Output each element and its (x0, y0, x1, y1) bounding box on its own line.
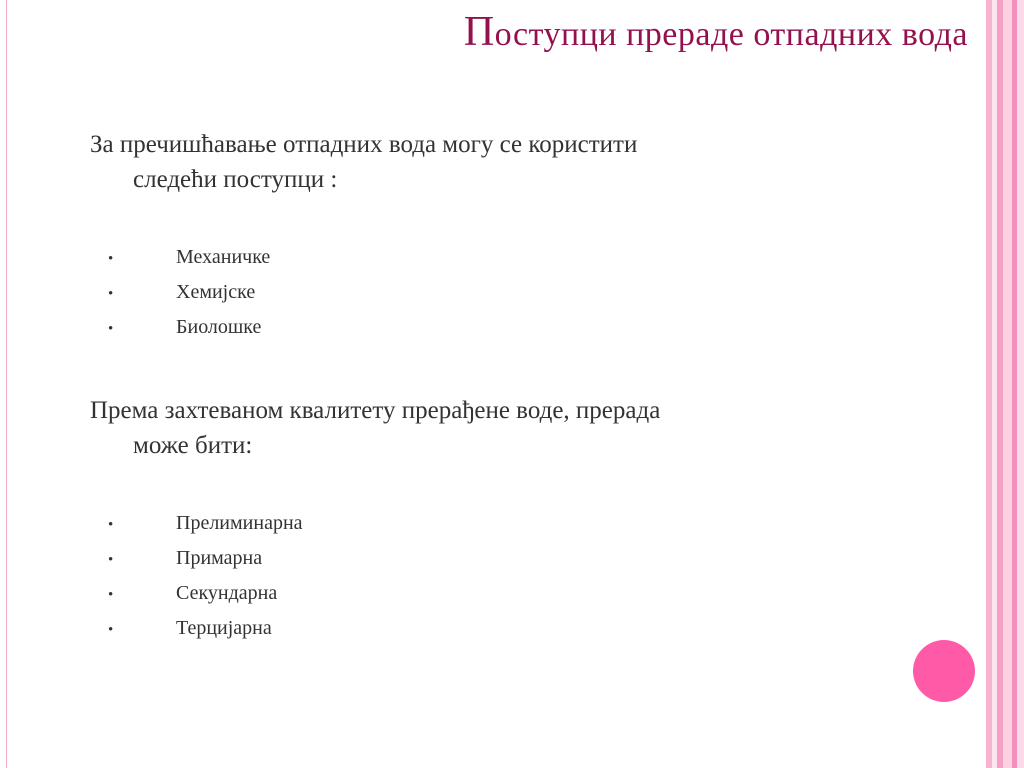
treatment-levels-list (108, 506, 303, 646)
pink-circle-decoration (913, 640, 975, 702)
bullet-icon: • (108, 622, 114, 638)
list-item-label: Механичке (176, 246, 271, 268)
quality-line-1: Према захтеваном квалитету прерађене воде, прерада (90, 397, 661, 424)
list-item-label: Секундарна (176, 582, 278, 604)
list-item (108, 240, 270, 275)
title-first-letter: П (463, 9, 495, 55)
list-item-label: Биолошке (176, 316, 262, 338)
list-item-label: Прелиминарна (176, 512, 303, 534)
quality-line-2: може бити: (133, 432, 253, 459)
intro-paragraph (90, 127, 870, 197)
list-item-label: Хемијске (176, 281, 256, 303)
title-rest: оступци прераде отпадних вода (494, 16, 968, 53)
quality-paragraph (90, 393, 870, 463)
list-item (108, 541, 303, 576)
intro-line-1: За пречишћавање отпадних вода могу се користити (90, 131, 638, 158)
list-item (108, 506, 303, 541)
bullet-icon: • (108, 251, 114, 267)
list-item (108, 611, 303, 646)
right-stripe-4 (1003, 0, 1012, 768)
list-item (108, 275, 270, 310)
list-item-label: Примарна (176, 547, 263, 569)
slide-title (464, 8, 968, 56)
intro-line-2: следећи поступци : (133, 166, 338, 193)
treatment-methods-list (108, 240, 270, 345)
list-item (108, 310, 270, 345)
bullet-icon: • (108, 517, 114, 533)
right-stripe-6 (1017, 0, 1024, 768)
list-item (108, 576, 303, 611)
bullet-icon: • (108, 321, 114, 337)
left-border-line (6, 0, 7, 768)
bullet-icon: • (108, 587, 114, 603)
bullet-icon: • (108, 286, 114, 302)
bullet-icon: • (108, 552, 114, 568)
list-item-label: Терцијарна (176, 617, 272, 639)
